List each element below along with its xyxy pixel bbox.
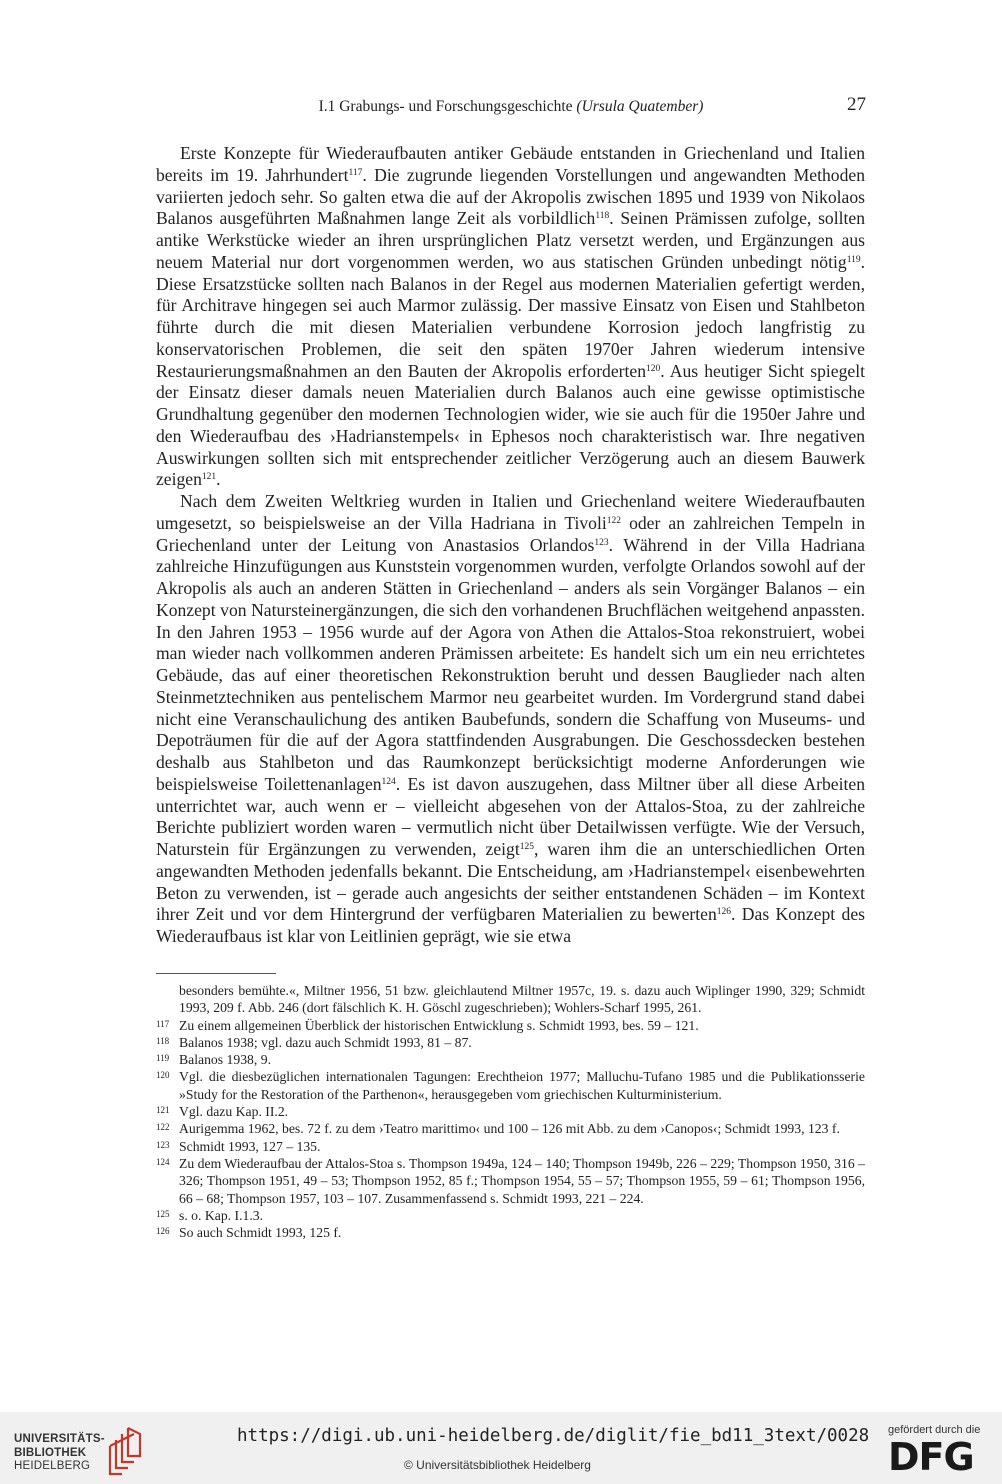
funded-by-label: gefördert durch die <box>888 1424 981 1436</box>
footnote-number: 124 <box>156 1156 170 1167</box>
footnote-item <box>156 1120 865 1137</box>
footnote-item <box>156 1224 865 1241</box>
footnote-ref[interactable]: 122 <box>606 515 621 526</box>
footnote-number: 118 <box>156 1035 170 1046</box>
footnote-number: 120 <box>156 1070 170 1081</box>
footnote-ref[interactable]: 124 <box>381 776 396 787</box>
footnotes <box>156 982 865 1241</box>
permalink-url[interactable]: https://digi.ub.uni-heidelberg.de/diglit/fie_bd11_3text/0028 <box>237 1426 870 1446</box>
viewer-footer <box>0 1412 1002 1484</box>
copyright-notice: © Universitätsbibliothek Heidelberg <box>404 1458 591 1472</box>
footnote-item <box>156 1017 865 1034</box>
dfg-funding[interactable] <box>888 1424 988 1479</box>
library-name: UNIVERSITÄTS- BIBLIOTHEK HEIDELBERG <box>14 1433 105 1472</box>
footnote-number: 119 <box>156 1053 170 1064</box>
running-header <box>156 96 866 120</box>
footnote-ref[interactable]: 117 <box>348 167 363 178</box>
footnote-ref[interactable]: 125 <box>519 842 534 852</box>
footnote-text: s. o. Kap. I.1.3. <box>179 1207 264 1223</box>
footnote-text: So auch Schmidt 1993, 125 f. <box>179 1225 342 1241</box>
footnote-number: 117 <box>156 1018 170 1029</box>
footnote-ref[interactable]: 119 <box>846 254 861 265</box>
page-number: 27 <box>847 94 866 115</box>
library-logo-icon <box>104 1424 152 1476</box>
footnote-list <box>156 1017 865 1242</box>
dfg-logo: DFG <box>888 1435 974 1479</box>
section-title: I.1 Grabungs- und Forschungsgeschichte <box>318 98 573 115</box>
footnote-text: Zu einem allgemeinen Überblick der historischen Entwicklung s. Schmidt 1993, bes. 59 – 121. <box>179 1017 699 1033</box>
footnote-number: 122 <box>156 1122 170 1133</box>
footnote-text: Schmidt 1993, 127 – 135. <box>179 1138 321 1154</box>
paragraph: Nach dem Zweiten Weltkrieg wurden in Italien und Griechenland weitere Wiederaufbauten umgesetzt, so beispielsweise an der Villa Hadriana in Tivoli$^{122}$ oder an zahlreichen Tempeln in Griechenland unter der Leitung von Anastasios Orlandos$^{123}$. Während in der Villa Hadriana zahlreiche Hinzufügungen aus Kunststein vorgenommen wurden, verfolgte Orlandos sowohl auf der Akropolis als auch an anderen Stätten in Griechenland – anders als sein Vorgänger Balanos – ein Konzept von Natursteinergänzungen, die sich den vorhandenen Bruchflächen weitgehend anpassten. In den Jahren 1953 – 1956 wurde auf der Agora von Athen die Attalos-Stoa rekonstruiert, wobei man wieder nach vollkommen anderen Prämissen arbeitete: Es handelt sich um ein neu errichtetes Gebäude, das auf einer theoretischen Rekonstruktion beruht und dessen Bauglieder nach alten Steinmetztechniken aus pentelischem Marmor neu gearbeitet wurden. Im Vordergrund stand dabei nicht eine Veranschaulichung des antiken Baubefunds, sondern die Schaffung von Museums- und Depoträumen für die auf der Agora stattfindenden Ausgrabungen. Die Geschossdecken bestehen deshalb aus Stahlbeton und das Raumkonzept berücksichtigt moderne Anforderungen wie beispielsweise Toilettenanlagen$^{124}$. Es ist davon auszugehen, dass Miltner über all diese Arbeiten unterrichtet war, auch wenn er – vielleicht abgesehen von der Attalos-Stoa, zu der zahlreiche Berichte publiziert worden waren – vermutlich nicht über Detailwissen verfügte. Wie der Versuch, Naturstein für Ergänzungen zu verwenden, zeigt$^{125}$, waren ihm die an unterschiedlichen Orten angewandten Methoden jedenfalls bekannt. Die Entscheidung, am ›Hadrianstempel‹ eisenbewehrten Beton zu verwenden, ist – gerade auch angesichts der seither entstandenen Schäden – im Kontext ihrer Zeit und vor dem Hintergrund der verfügbaren Materialien zu bewerten$^{126}$. Das Konzept des Wiederaufbaus ist klar von Leitlinien geprägt, wie sie etwa <box>156 491 865 946</box>
footnote-item <box>156 1103 865 1120</box>
footnote-ref[interactable]: 121 <box>201 472 217 483</box>
footnote-text: Zu dem Wiederaufbau der Attalos-Stoa s. Thompson 1949a, 124 – 140; Thompson 1949b, 226 – 229; Thompson 1950, 316 – 326; Thompson 1951, 49 – 53; Thompson 1952, 85 f.; Thompson 1954, 55 – 57; Thompson 1955, 59 – 61; Thompson 1956, 66 – 68; Thompson 1957, 103 – 107. Zusammenfassend s. Schmidt 1993, 221 – 224. <box>179 1155 865 1206</box>
main-text <box>156 143 865 948</box>
footnote-text: Vgl. dazu Kap. II.2. <box>179 1104 289 1120</box>
footnote-item <box>156 1051 865 1068</box>
footnote-item <box>156 1207 865 1224</box>
footnote-item <box>156 1068 865 1103</box>
paragraph: Erste Konzepte für Wiederaufbauten antiker Gebäude entstanden in Griechenland und Italien bereits im 19. Jahrhundert$^{117}$. Die zugrunde liegenden Vorstellungen und angewandten Methoden variierten jedoch sehr. So galten etwa die auf der Akropolis zwischen 1895 und 1939 von Nikolaos Balanos ausgeführten Maßnahmen lange Zeit als vorbildlich$^{118}$. Seinen Prämissen zufolge, sollten antike Werkstücke wieder an ihren ursprünglichen Platz versetzt werden, und Ergänzungen aus neuem Material nur dort vorgenommen werden, wo aus statischen Gründen unbedingt nötig$^{119}$. Diese Ersatzstücke sollten nach Balanos in der Regel aus modernen Materialien gefertigt werden, für Architrave hingegen sei auch Marmor zulässig. Der massive Einsatz von Eisen und Stahlbeton führte durch die mit diesen Materialien verbundene Korrosion jedoch langfristig zu konservatorischen Problemen, die seit den späten 1970er Jahren wiederum intensive Restaurierungsmaßnahmen an den Bauten der Akropolis erforderten$^{120}$. Aus heutiger Sicht spiegelt der Einsatz dieser damals neuen Materialien durch Balanos auch eine gewisse optimistische Grundhaltung gegenüber den modernen Technologien wider, wie sie auch für die 1950er Jahre und den Wiederaufbau des ›Hadrianstempels‹ in Ephesos noch charakteristisch war. Ihre negativen Auswirkungen sollten sich mit entsprechender zeitlicher Verzögerung auch an diesem Bauwerk zeigen$^{121}$. <box>156 143 866 490</box>
footnote-number: 125 <box>156 1208 170 1219</box>
footnote-ref[interactable]: 118 <box>595 211 610 222</box>
footnote-number: 121 <box>156 1105 170 1116</box>
footnote-number: 126 <box>156 1226 170 1237</box>
footnote-item <box>156 1138 865 1155</box>
footnote-item <box>156 1155 865 1207</box>
footnote-ref[interactable]: 126 <box>716 907 732 918</box>
author-name: (Ursula Quatember) <box>576 98 704 115</box>
footnote-text: Balanos 1938, 9. <box>179 1052 272 1068</box>
footnote-ref[interactable]: 123 <box>594 537 609 548</box>
footnote-divider <box>156 973 276 974</box>
footnote-text: Aurigemma 1962, bes. 72 f. zu dem ›Teatro marittimo‹ und 100 – 126 mit Abb. zu dem ›Canopos‹; Schmidt 1993, 123 f. <box>179 1121 840 1137</box>
footnote-text: Balanos 1938; vgl. dazu auch Schmidt 1993, 81 – 87. <box>179 1034 472 1050</box>
footnote-text: Vgl. die diesbezüglichen internationalen Tagungen: Erechtheion 1977; Malluchu-Tufano 1985 und die Publikationsserie »Study for the Restoration of the Parthenon«, herausgegeben vom griechischen Kulturministerium. <box>179 1069 865 1102</box>
running-title <box>156 98 866 116</box>
footnote-item <box>156 1034 865 1051</box>
footnote-continuation: besonders bemühte.«, Miltner 1956, 51 bzw. gleichlautend Miltner 1957c, 19. s. dazu auch Wiplinger 1990, 329; Schmidt 1993, 209 f. Abb. 246 (dort fälschlich K. H. Göschl zugeschrieben); Wohlers-Scharf 1995, 261. <box>179 983 865 1016</box>
footnote-number: 123 <box>156 1139 170 1150</box>
footnote-ref[interactable]: 120 <box>646 363 661 374</box>
